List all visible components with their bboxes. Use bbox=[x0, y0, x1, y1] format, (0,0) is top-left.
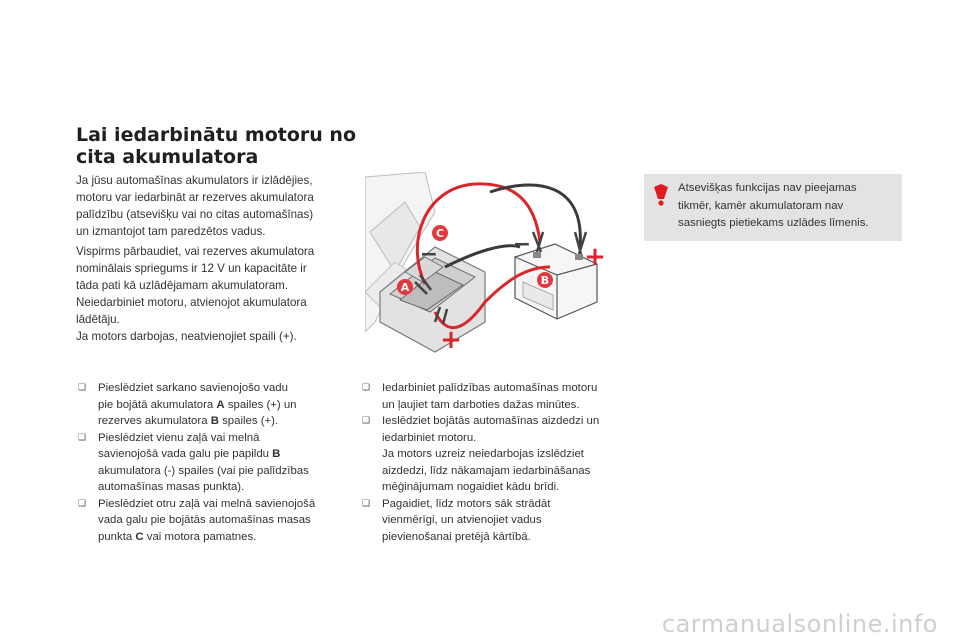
step-line: savienojošā vada galu pie papildu B bbox=[98, 448, 281, 460]
step-ignition bbox=[362, 413, 632, 496]
jump-start-illustration bbox=[365, 172, 620, 355]
step-line: aizdedzi, līdz nākamajam iedarbināšanas bbox=[382, 464, 591, 477]
label-b bbox=[537, 272, 553, 288]
warning-text bbox=[678, 180, 869, 233]
minus-sign: − bbox=[419, 242, 439, 267]
checkbox-bullet-icon: ❑ bbox=[78, 432, 87, 443]
svg-text:A: A bbox=[400, 281, 410, 294]
text-line: Neiedarbiniet motoru, atvienojot akumulatora bbox=[76, 296, 307, 309]
step-line: Ja motors uzreiz neiedarbojas izslēdziet bbox=[382, 448, 584, 460]
step-line: Pieslēdziet sarkano savienojošo vadu bbox=[98, 382, 288, 394]
step-line: pie bojātā akumulatora A spailes (+) un bbox=[98, 398, 297, 411]
plus-sign: + bbox=[584, 242, 606, 272]
step-line: akumulatora (-) spailes (vai pie palīdzības bbox=[98, 464, 309, 477]
step-disconnect bbox=[362, 496, 632, 546]
text-line: lādētāju. bbox=[76, 313, 120, 326]
checkbox-bullet-icon: ❑ bbox=[362, 416, 371, 426]
text-line: Ja motors darbojas, neatvienojiet spaili (+). bbox=[76, 330, 297, 343]
step-start-booster bbox=[362, 380, 632, 413]
exclamation-icon bbox=[654, 184, 668, 206]
step-connect-black-c bbox=[78, 496, 348, 546]
text-line: un izmantojot tam paredzētos vadus. bbox=[76, 225, 266, 238]
text-line: palīdzību (atsevišķu vai no citas automašīnas) bbox=[76, 208, 314, 221]
page-title bbox=[76, 124, 376, 168]
warning-line: sasniegts pietiekams uzlādes līmenis. bbox=[678, 217, 869, 229]
step-line: rezerves akumulatora B spailes (+). bbox=[98, 415, 279, 427]
title-line: Lai iedarbinātu motoru no bbox=[76, 124, 357, 146]
checkbox-bullet-icon: ❑ bbox=[362, 383, 371, 393]
checkbox-bullet-icon: ❑ bbox=[78, 498, 87, 509]
text-line: Ja jūsu automašīnas akumulators ir izlādējies, bbox=[76, 174, 313, 187]
label-a bbox=[397, 279, 413, 295]
minus-sign: − bbox=[512, 232, 532, 257]
steps-left bbox=[78, 380, 348, 545]
step-line: un ļaujiet tam darboties dažas minūtes. bbox=[382, 398, 580, 411]
svg-text:C: C bbox=[435, 227, 445, 240]
site-watermark: carmanualsonline.info bbox=[661, 610, 938, 638]
text-line: tāda pati kā uzlādējamam akumulatoram. bbox=[76, 279, 289, 292]
warning-line: tikmēr, kamēr akumulatoram nav bbox=[678, 199, 844, 212]
step-line: pievienošanai pretējā kārtībā. bbox=[382, 530, 531, 543]
text-line: nominālais spriegums ir 12 V un kapacitāte ir bbox=[76, 262, 307, 275]
step-line: vada galu pie bojātās automašīnas masas bbox=[98, 514, 311, 526]
step-line: mēģinājumam nogaidiet kādu brīdi. bbox=[382, 481, 560, 493]
step-line: Pagaidiet, līdz motors sāk strādāt bbox=[382, 497, 551, 510]
svg-text:B: B bbox=[540, 274, 550, 287]
intro-paragraph bbox=[76, 172, 356, 240]
step-connect-black-b bbox=[78, 430, 348, 496]
title-line: cita akumulatora bbox=[76, 146, 259, 168]
step-line: Ieslēdziet bojātās automašīnas aizdedzi un bbox=[382, 415, 600, 427]
step-line: Pieslēdziet otru zaļā vai melnā savienojošā bbox=[98, 497, 316, 510]
step-line: vienmērīgi, un atvienojiet vadus bbox=[382, 514, 542, 526]
warning-box bbox=[644, 174, 902, 241]
checkbox-bullet-icon: ❑ bbox=[78, 383, 87, 393]
step-line: punkta C vai motora pamatnes. bbox=[98, 530, 257, 543]
step-line: Pieslēdziet vienu zaļā vai melnā bbox=[98, 431, 260, 444]
voltage-paragraph bbox=[76, 243, 356, 345]
text-line: motoru var iedarbināt ar rezerves akumulatora bbox=[76, 191, 314, 204]
step-line: iedarbiniet motoru. bbox=[382, 431, 477, 444]
step-line: Iedarbiniet palīdzības automašīnas motoru bbox=[382, 382, 598, 394]
step-connect-red bbox=[78, 380, 348, 430]
checkbox-bullet-icon: ❑ bbox=[362, 498, 371, 509]
label-c bbox=[432, 225, 448, 241]
plus-sign: + bbox=[440, 325, 462, 355]
jump-start-diagram bbox=[365, 172, 620, 355]
warning-line: Atsevišķas funkcijas nav pieejamas bbox=[678, 182, 857, 194]
text-line: Vispirms pārbaudiet, vai rezerves akumulatora bbox=[76, 245, 315, 258]
steps-right bbox=[362, 380, 632, 545]
step-line: automašīnas masas punkta). bbox=[98, 481, 245, 493]
